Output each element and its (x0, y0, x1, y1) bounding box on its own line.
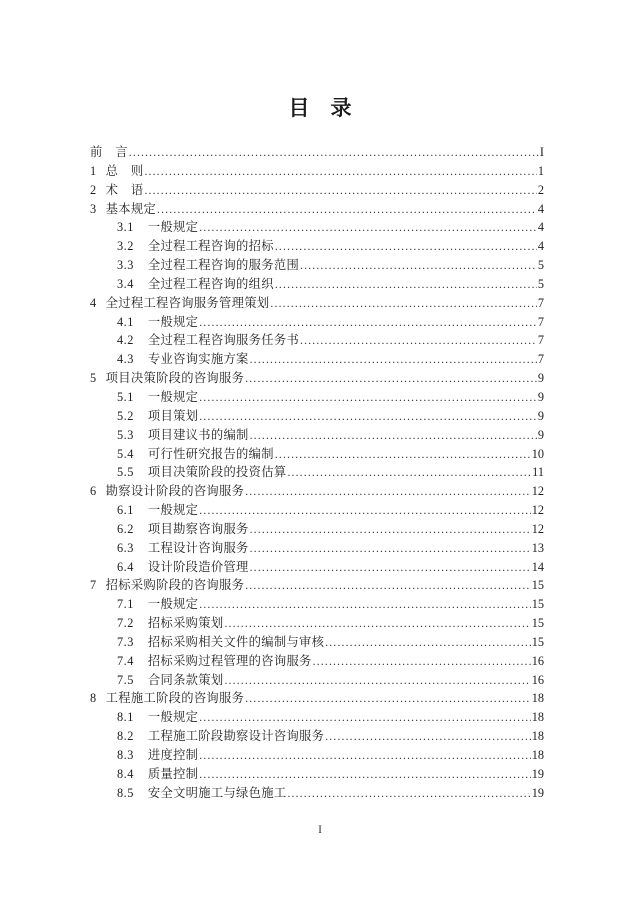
toc-dot-leader (199, 408, 537, 427)
toc-entry-title: 设计阶段造价管理 (147, 559, 249, 574)
toc-entry-page: 12 (531, 503, 544, 518)
toc-entry-title: 基本规定 (105, 201, 157, 216)
toc-entry (90, 445, 544, 464)
toc-entry-page: 18 (531, 729, 544, 744)
toc-entry-page: 12 (531, 521, 544, 536)
toc-entry-number: 8.5 (117, 785, 134, 800)
toc-entry-page: 9 (537, 408, 544, 423)
toc-entry-title: 工程施工阶段勘察设计咨询服务 (147, 729, 325, 744)
toc-dot-leader (287, 785, 530, 804)
toc-entry-title: 一般规定 (147, 597, 199, 612)
toc-entry-page: 15 (531, 597, 544, 612)
toc-entry-title: 工程设计咨询服务 (147, 540, 249, 555)
toc-entry-number: 4 (90, 295, 97, 310)
toc-entry-number: 5.1 (117, 389, 134, 404)
toc-entry (90, 576, 544, 595)
toc-entry-number: 5.3 (117, 427, 134, 442)
toc-dot-leader (325, 634, 530, 653)
toc-entry (90, 765, 544, 784)
toc-entry (90, 784, 544, 803)
toc-entry (90, 520, 544, 539)
toc-entry-title: 一般规定 (147, 314, 199, 329)
toc-entry (90, 200, 544, 219)
toc-dot-leader (199, 747, 530, 766)
toc-entry (90, 482, 544, 501)
toc-entry-number: 3.3 (117, 258, 134, 273)
toc-entry-title: 进度控制 (147, 748, 199, 762)
page-title: 目 录 (288, 96, 352, 120)
toc-entry-page: 9 (537, 389, 544, 404)
toc-dot-leader (245, 690, 530, 709)
toc-entry-title: 全过程工程咨询服务管理策划 (105, 295, 270, 310)
toc-dot-leader (245, 370, 537, 389)
toc-entry (90, 350, 544, 369)
toc-entry-number: 3.1 (117, 220, 134, 235)
toc-entry-number: 7.4 (117, 653, 134, 668)
toc-entry-title: 招标采购相关文件的编制与审核 (147, 634, 325, 649)
toc-entry-page: 4 (537, 239, 544, 254)
toc-dot-leader (250, 540, 531, 559)
toc-entry-title: 项目策划 (147, 408, 199, 423)
toc-dot-leader (144, 182, 536, 201)
toc-dot-leader (199, 766, 530, 785)
toc-dot-leader (129, 144, 539, 163)
toc-dot-leader (245, 577, 530, 596)
toc-entry-number: 7.2 (117, 616, 134, 631)
toc-entry (90, 633, 544, 652)
toc-entry-number: 3.2 (117, 239, 134, 254)
toc-entry-number: 6.2 (117, 521, 134, 536)
toc-entry-number: 8.2 (117, 729, 134, 744)
toc-dot-leader (325, 728, 530, 747)
toc-entry (90, 652, 544, 671)
toc-entry-title: 项目决策阶段的投资估算 (147, 465, 287, 480)
toc-dot-leader (275, 276, 537, 295)
toc-entry (90, 539, 544, 558)
toc-dot-leader (199, 389, 537, 408)
toc-entry-number: 4.3 (117, 352, 134, 367)
toc-dot-leader (275, 238, 537, 257)
toc-entry-page: 14 (531, 559, 544, 574)
toc-entry-number: 4.2 (117, 333, 134, 348)
toc-entry (90, 388, 544, 407)
toc-dot-leader (250, 521, 531, 540)
toc-entry-page: 9 (537, 427, 544, 442)
toc-entry-page: 19 (531, 766, 544, 781)
toc-entry-title: 工程施工阶段的咨询服务 (105, 691, 245, 706)
toc-entry-title: 一般规定 (147, 389, 199, 404)
toc-entry (90, 708, 544, 727)
toc-entry-title: 合同条款策划 (147, 672, 224, 687)
toc-dot-leader (199, 219, 537, 238)
toc-entry (90, 426, 544, 445)
toc-entry-page: 16 (531, 653, 544, 668)
toc-entry (90, 237, 544, 256)
toc-entry (90, 218, 544, 237)
toc-entry-number: 5.4 (117, 446, 134, 461)
toc-entry-title: 招标采购策划 (147, 616, 224, 631)
toc-entry-page: 10 (531, 446, 544, 461)
toc-entry-page: 7 (537, 314, 544, 329)
toc-dot-leader (300, 332, 537, 351)
toc-entry-title: 全过程工程咨询的招标 (147, 239, 274, 254)
toc-entry-title: 一般规定 (147, 220, 199, 235)
toc-dot-leader (199, 502, 530, 521)
toc-entry-number: 7 (90, 578, 97, 593)
toc-entry-title: 总 则 (105, 163, 144, 178)
toc-entry-page: 11 (532, 465, 544, 480)
toc-entry (90, 727, 544, 746)
toc-entry-page: 15 (531, 634, 544, 649)
toc-dot-leader (250, 427, 537, 446)
toc-entry-title: 术 语 (105, 182, 144, 197)
toc-entry-number: 1 (90, 163, 97, 178)
toc-entry-number: 6.4 (117, 559, 134, 574)
toc-dot-leader (287, 464, 531, 483)
toc-entry (90, 463, 544, 482)
toc-entry (90, 181, 544, 200)
toc-dot-leader (199, 314, 537, 333)
toc-dot-leader (144, 163, 536, 182)
toc-entry-number: 5.5 (117, 465, 134, 480)
toc-entry-page: 2 (537, 182, 544, 197)
toc-entry-page: 16 (531, 672, 544, 687)
toc-entry-page: 15 (531, 578, 544, 593)
toc-entry (90, 407, 544, 426)
toc-entry-number: 7.1 (117, 597, 134, 612)
toc-entry-title: 全过程工程咨询的组织 (147, 276, 274, 291)
toc-entry-number: 7.5 (117, 672, 134, 687)
toc-entry-title: 招标采购阶段的咨询服务 (105, 578, 245, 593)
toc-entry-page: 15 (531, 616, 544, 631)
toc-dot-leader (250, 559, 531, 578)
toc-entry-number: 4.1 (117, 314, 134, 329)
toc-entry (90, 369, 544, 388)
toc-entry (90, 294, 544, 313)
toc-entry-page: 12 (531, 484, 544, 499)
toc-entry-page: 7 (537, 295, 544, 310)
toc-dot-leader (270, 295, 536, 314)
toc-entry-number: 8 (90, 691, 97, 706)
toc-dot-leader (245, 483, 530, 502)
toc-entry (90, 595, 544, 614)
toc-entry (90, 689, 544, 708)
toc-list (90, 143, 544, 803)
toc-entry-number: 3 (90, 201, 97, 216)
toc-entry (90, 501, 544, 520)
toc-entry-title: 专业咨询实施方案 (147, 352, 249, 367)
toc-dot-leader (199, 596, 530, 615)
toc-entry-number: 8.4 (117, 766, 134, 781)
toc-entry-number: 5 (90, 371, 97, 386)
toc-entry-title: 勘察设计阶段的咨询服务 (105, 484, 245, 499)
toc-entry-title: 安全文明施工与绿色施工 (147, 785, 287, 800)
toc-entry-page: 13 (531, 540, 544, 555)
toc-entry-number: 3.4 (117, 276, 134, 291)
toc-dot-leader (224, 615, 530, 634)
toc-entry-page: 18 (531, 710, 544, 725)
toc-entry-number: 8.3 (117, 748, 134, 762)
toc-dot-leader (313, 653, 531, 672)
toc-entry-number: 8.1 (117, 710, 134, 725)
toc-entry (90, 162, 544, 181)
toc-entry (90, 614, 544, 633)
toc-entry-title: 项目决策阶段的咨询服务 (105, 371, 245, 386)
toc-entry-number: 2 (90, 182, 97, 197)
toc-entry (90, 275, 544, 294)
toc-entry-page: 5 (537, 258, 544, 273)
toc-entry (90, 331, 544, 350)
toc-entry-page: 9 (537, 371, 544, 386)
toc-entry-number: 7.3 (117, 634, 134, 649)
toc-entry (90, 256, 544, 275)
toc-dot-leader (300, 257, 537, 276)
toc-entry-title: 全过程工程咨询服务任务书 (147, 333, 300, 348)
toc-entry-title: 质量控制 (147, 766, 199, 781)
toc-dot-leader (250, 351, 537, 370)
toc-entry-page: 18 (531, 748, 544, 762)
page-footer-number: I (318, 824, 322, 836)
toc-entry-page: 19 (531, 785, 544, 800)
toc-entry-title: 一般规定 (147, 710, 199, 725)
toc-entry-number: 6.3 (117, 540, 134, 555)
toc-dot-leader (275, 446, 531, 465)
toc-entry-page: 1 (537, 163, 544, 178)
toc-entry-title: 项目建议书的编制 (147, 427, 249, 442)
toc-dot-leader (199, 709, 530, 728)
toc-entry-page: I (539, 145, 544, 159)
toc-entry-title: 招标采购过程管理的咨询服务 (147, 653, 312, 668)
toc-entry-page: 18 (531, 691, 544, 706)
toc-entry-number: 6 (90, 484, 97, 499)
toc-entry-page: 7 (537, 333, 544, 348)
toc-entry-title: 一般规定 (147, 503, 199, 518)
toc-entry-number: 6.1 (117, 503, 134, 518)
toc-dot-leader (224, 672, 530, 691)
toc-entry-page: 4 (537, 201, 544, 216)
toc-entry-page: 7 (537, 352, 544, 367)
toc-entry (90, 313, 544, 332)
toc-entry-page: 4 (537, 220, 544, 235)
toc-entry-title: 前 言 (90, 145, 128, 159)
toc-entry-title: 可行性研究报告的编制 (147, 446, 274, 461)
toc-entry (90, 746, 544, 765)
toc-entry (90, 671, 544, 690)
toc-entry (90, 143, 544, 162)
toc-entry-number: 5.2 (117, 408, 134, 423)
toc-entry-title: 全过程工程咨询的服务范围 (147, 258, 300, 273)
toc-entry (90, 558, 544, 577)
toc-entry-title: 项目勘察咨询服务 (147, 521, 249, 536)
toc-dot-leader (157, 201, 537, 220)
toc-entry-page: 5 (537, 276, 544, 291)
